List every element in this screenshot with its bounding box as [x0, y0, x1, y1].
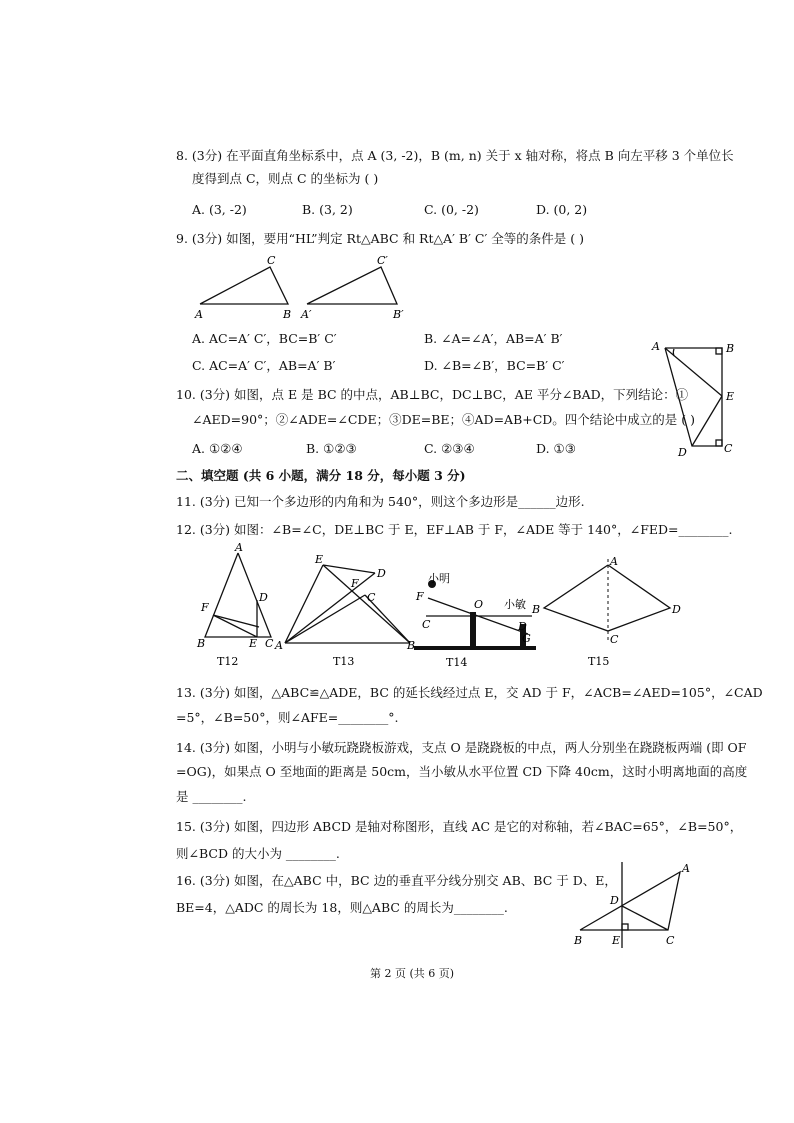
q14-line3: 是 ________.: [176, 789, 247, 804]
q8-line1: 8. (3分) 在平面直角坐标系中，点 A (3, -2)，B (m, n) 关于 x 轴对称，将点 B 向左平移 3 个单位长: [176, 148, 734, 163]
q9-option-b: B. ∠A=∠A′，AB=A′ B′: [424, 331, 563, 346]
t13-label-d: D: [377, 567, 386, 580]
q16-figure: [570, 858, 700, 950]
q9-label-c2: C′: [377, 254, 388, 267]
t14-label-f: F: [416, 590, 424, 603]
t15-caption: T15: [588, 655, 610, 668]
q10-line2: ∠AED=90°；②∠ADE=∠CDE；③DE=BE；④AD=AB+CD。四个结论中成立的是 ( ): [192, 412, 696, 427]
q8-option-d: D. (0, 2): [536, 202, 588, 217]
section-title: 二、填空题 (共 6 小题，满分 18 分，每小题 3 分): [176, 468, 466, 483]
t13-label-f: F: [351, 577, 359, 590]
t12-figure: [193, 541, 283, 668]
page-footer: 第 2 页 (共 6 页): [370, 967, 455, 980]
q10-label-b: B: [726, 342, 735, 355]
q11-text: 11. (3分) 已知一个多边形的内角和为 540°，则这个多边形是______边形.: [176, 494, 585, 509]
q13-line2: =5°，∠B=50°，则∠AFE=________°.: [176, 710, 399, 725]
t13-label-e: E: [315, 553, 324, 566]
q10-label-d: D: [678, 446, 687, 459]
q9-label-a2: A′: [301, 308, 312, 321]
q10-line1: 10. (3分) 如图，点 E 是 BC 的中点，AB⊥BC，DC⊥BC，AE 平分∠BAD，下列结论：①: [176, 387, 689, 402]
q8-option-b: B. (3, 2): [302, 202, 353, 217]
q8-line2: 度得到点 C，则点 C 的坐标为 ( ): [192, 171, 379, 186]
q12-text: 12. (3分) 如图：∠B=∠C，DE⊥BC 于 E，EF⊥AB 于 F，∠ADE 等于 140°，∠FED=________.: [176, 522, 733, 537]
q10-option-d: D. ①③: [536, 441, 576, 456]
t15-figure: [530, 553, 690, 667]
q10-option-b: B. ①②③: [306, 441, 357, 456]
t12-label-b: B: [197, 637, 206, 650]
t13-label-a: A: [275, 639, 283, 652]
q9-option-c: C. AC=A′ C′，AB=A′ B′: [192, 358, 336, 373]
t14-label-xiaomin: 小敏: [504, 598, 526, 611]
t12-label-c: C: [265, 637, 274, 650]
q16-line2: BE=4，△ADC 的周长为 18，则△ABC 的周长为________.: [176, 900, 508, 915]
q9-label-c: C: [267, 254, 276, 267]
q16-label-a: A: [682, 862, 690, 875]
q16-label-b: B: [574, 934, 583, 947]
q14-line1: 14. (3分) 如图，小明与小敏玩跷跷板游戏，支点 O 是跷跷板的中点，两人分别坐在跷跷板两端 (即 OF: [176, 740, 747, 755]
t12-label-e: E: [249, 637, 258, 650]
q15-line1: 15. (3分) 如图，四边形 ABCD 是轴对称图形，直线 AC 是它的对称轴，若∠BAC=65°，∠B=50°，: [176, 819, 743, 834]
t14-caption: T14: [446, 656, 468, 669]
q16-label-d: D: [610, 894, 619, 907]
q9-label-b2: B′: [393, 308, 404, 321]
t12-label-a: A: [235, 541, 243, 554]
q10-option-a: A. ①②④: [192, 441, 243, 456]
t15-label-a: A: [610, 555, 618, 568]
t14-figure: [412, 574, 540, 668]
t13-label-c: C: [367, 591, 376, 604]
t14-label-d: D: [518, 620, 527, 633]
t13-caption: T13: [333, 655, 355, 668]
q10-label-a: A: [652, 340, 660, 353]
q9-option-a: A. AC=A′ C′，BC=B′ C′: [192, 331, 337, 346]
t14-label-c: C: [422, 618, 431, 631]
t14-label-xiaoming: 小明: [428, 572, 450, 585]
q14-line2: =OG)，如果点 O 至地面的距离是 50cm，当小敏从水平位置 CD 下降 40cm，这时小明离地面的高度: [176, 764, 748, 779]
q10-option-c: C. ②③④: [424, 441, 475, 456]
q10-label-c: C: [724, 442, 733, 455]
q15-line2: 则∠BCD 的大小为 ________.: [176, 846, 340, 861]
t15-label-b: B: [532, 603, 541, 616]
q16-label-e: E: [612, 934, 621, 947]
t15-label-d: D: [672, 603, 681, 616]
q9-option-d: D. ∠B=∠B′，BC=B′ C′: [424, 358, 565, 373]
q8-option-a: A. (3, -2): [192, 202, 247, 217]
q16-line1: 16. (3分) 如图，在△ABC 中，BC 边的垂直平分线分别交 AB、BC 于 D、E，: [176, 873, 617, 888]
q10-label-e: E: [726, 390, 735, 403]
q9-label-b: B: [283, 308, 292, 321]
q9-stem: 9. (3分) 如图，要用“HL”判定 Rt△ABC 和 Rt△A′ B′ C′ 全等的条件是 ( ): [176, 231, 585, 246]
t14-label-o: O: [474, 598, 484, 611]
q8-option-c: C. (0, -2): [424, 202, 479, 217]
t12-caption: T12: [217, 655, 239, 668]
t13-figure: [275, 553, 415, 667]
t15-label-c: C: [610, 633, 619, 646]
q9-label-a: A: [195, 308, 203, 321]
t12-label-f: F: [201, 601, 209, 614]
q9-figure: [195, 252, 415, 322]
t14-label-g: G: [522, 632, 531, 645]
q13-line1: 13. (3分) 如图，△ABC≌△ADE，BC 的延长线经过点 E，交 AD 于 F，∠ACB=∠AED=105°，∠CAD: [176, 685, 763, 700]
q16-label-c: C: [666, 934, 675, 947]
t12-label-d: D: [259, 591, 268, 604]
t13-label-b: B: [407, 639, 416, 652]
